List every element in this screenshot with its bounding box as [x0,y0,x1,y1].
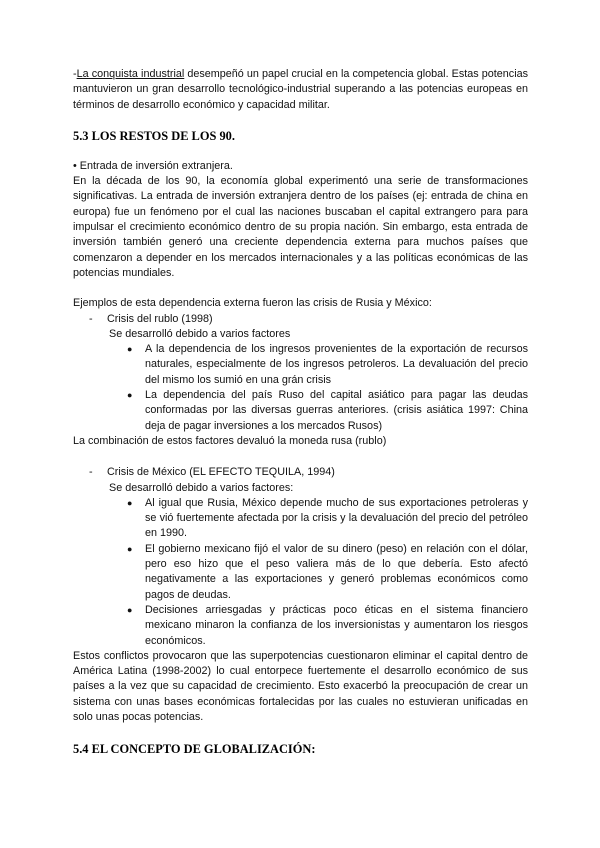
list-item [127,542,528,603]
crisis-rublo-item [73,312,528,327]
dash-marker: - [89,466,93,479]
section-5-3-paragraph: En la década de los 90, la economía global experimentó una serie de transformaciones significativas. La entrada de inversión extranjera dentro de los países (ej: entrada de china en europa) fue un fenómeno por el cual las naciones buscaban el capital extrangero para para impulsar el crecimiento económico dentro de su propia nación. Sin embargo, esta entrada de inversión también generó una creciente dependencia externa para muchos países que comenzaron a depender en los mercados internacionales y a las políticas económicas de las potencias mundiales. [73,175,528,279]
closing-paragraph: Estos conflictos provocaron que las superpotencias cuestionaron eliminar el capital dentro de América Latina (1998-2002) lo cual entorpece fuertemente el desarrollo económico de sus países a la vez que su capacidad de crecimiento. Esto exacerbó la preocupación de crear un sistema con unas bases económicas fortalecidas por las cuales no estuvieran unificadas en solo unas pocas potencias. [73,649,528,723]
list-item [127,496,528,542]
crisis-rublo-factors-list [73,342,528,434]
list-item-text: Decisiones arriesgadas y prácticas poco éticas en el sistema financiero mexicano minaron la confianza de los inversionistas y aumentaron los riesgos económicos. [145,603,528,647]
list-item-text: El gobierno mexicano fijó el valor de su dinero (peso) en relación con el dólar, pero eso hizo que el peso valiera más de lo que debería. Esto afectó negativamente a las exportaciones y generó problemas económicos como pagos de deudas. [145,542,528,601]
examples-intro: Ejemplos de esta dependencia externa fueron las crisis de Rusia y México: [73,297,432,310]
bullet-title-foreign-investment: • Entrada de inversión extranjera. [73,159,233,172]
list-item [127,388,528,434]
intro-text: desempeñó un papel crucial en la competencia global. Estas potencias mantuvieron un gran desarrollo tecnológico-industrial superando a las potencias europeas en términos de desarrollo económico y capacidad militar. [73,68,529,111]
section-heading-5-3: 5.3 LOS RESTOS DE LOS 90. [73,128,235,143]
list-item-text: A la dependencia de los ingresos provenientes de la exportación de recursos naturales, especialmente de los ingresos petroleros. La devaluación del precio del mismo los sumió en una grán crisis [145,343,528,386]
section-heading-5-4: 5.4 EL CONCEPTO DE GLOBALIZACIÓN: [73,742,316,757]
intro-paragraph [73,67,528,113]
crisis-rublo-title: Crisis del rublo (1998) [107,312,213,325]
crisis-rublo-conclusion: La combinación de estos factores devaluó la moneda rusa (rublo) [73,434,387,447]
intro-underlined-term: La conquista industrial [76,68,185,80]
crisis-mexico-item [73,465,528,480]
list-item-text: La dependencia del país Ruso del capital asiático para pagar las deudas conformadas por las diversas guerras anteriores. (crisis asiática 1997: China deja de pagar inversiones a los mercados Rusos) [145,389,528,432]
crisis-mexico-intro: Se desarrolló debido a varios factores: [109,481,294,494]
bullet-icon: ● [127,497,133,508]
bullet-icon: ● [127,604,133,615]
bullet-icon: ● [127,344,133,355]
bullet-icon: ● [127,390,133,401]
list-item-text: Al igual que Rusia, México depende mucho de sus exportaciones petroleras y se vió fuertemente afectada por la crisis y la devaluación del precio del petróleo en 1990. [145,496,528,540]
dash-marker: - [89,312,93,325]
crisis-mexico-factors-list [73,496,528,649]
intro-prefix: - [73,68,77,80]
bullet-icon: ● [127,543,133,554]
crisis-rublo-intro: Se desarrolló debido a varios factores [109,327,291,340]
list-item [127,603,528,649]
list-item [127,342,528,388]
crisis-mexico-title: Crisis de México (EL EFECTO TEQUILA, 1994) [107,466,335,479]
